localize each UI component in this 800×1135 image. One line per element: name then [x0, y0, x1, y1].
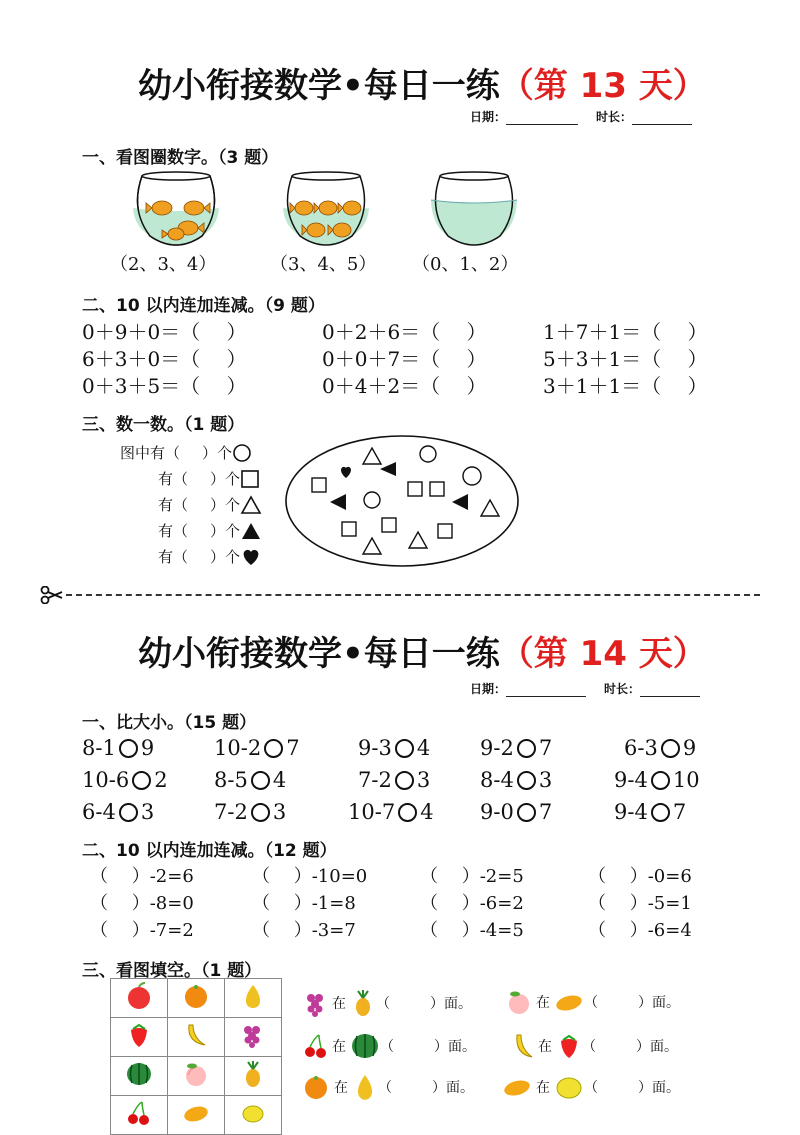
- compare-circle: [132, 771, 151, 790]
- compare-circle: [395, 739, 414, 758]
- bowl-options-3[interactable]: （0、1、2）: [412, 254, 519, 275]
- banana-icon: [510, 1032, 534, 1060]
- compare-item[interactable]: 10-2 7: [214, 736, 300, 760]
- title-day: （第 13 天）: [499, 66, 707, 106]
- date-duration-row: [470, 108, 692, 125]
- compare-circle: [398, 803, 417, 822]
- compare-circle: [517, 803, 536, 822]
- fruit-grid: [110, 978, 282, 1135]
- strawberry-icon: [556, 1032, 582, 1060]
- page-title-day14: [138, 626, 707, 675]
- position-question[interactable]: 在 （ ）面。: [302, 988, 472, 1018]
- fill-item[interactable]: （ ）-6=2: [420, 893, 524, 914]
- compare-circle: [395, 771, 414, 790]
- orange-icon: [181, 981, 211, 1011]
- compare-item[interactable]: 9-2 7: [480, 736, 553, 760]
- pear-icon: [238, 981, 268, 1011]
- circle-icon: [232, 443, 252, 463]
- section-heading: 二、10 以内连加连减。（9 题）: [82, 296, 325, 316]
- count-row-black-triangle[interactable]: 有（ ）个: [158, 520, 262, 541]
- count-row-circle[interactable]: 图中有（ ）个: [120, 442, 252, 463]
- equation[interactable]: 1＋7＋1＝（ ）: [543, 320, 708, 344]
- compare-item[interactable]: 10-6 2: [82, 768, 168, 792]
- position-question[interactable]: 在 （ ）面。: [302, 1072, 474, 1102]
- title-main: 幼小衔接数学•每日一练: [138, 66, 500, 106]
- triangle-filled-icon: [240, 521, 262, 541]
- fill-item[interactable]: （ ）-7=2: [90, 920, 194, 941]
- mango-icon: [502, 1074, 532, 1100]
- position-question[interactable]: 在 （ ）面。: [302, 1032, 476, 1060]
- fish-bowls: [120, 168, 540, 250]
- fill-item[interactable]: （ ）-5=1: [588, 893, 692, 914]
- fill-item[interactable]: （ ）-10=0: [252, 866, 368, 887]
- title-day: （第 14 天）: [499, 634, 707, 674]
- compare-circle: [517, 739, 536, 758]
- shape-oval: [282, 432, 522, 570]
- scissors-icon: [40, 586, 64, 604]
- section-heading: 一、看图圈数字。（3 题）: [82, 148, 279, 168]
- date-label: 日期：: [470, 110, 507, 124]
- date-label: 日期：: [470, 682, 507, 696]
- fill-item[interactable]: （ ）-0=6: [588, 866, 692, 887]
- date-field[interactable]: [506, 684, 586, 697]
- watermelon-icon: [350, 1032, 380, 1060]
- count-row-triangle[interactable]: 有（ ）个: [158, 494, 262, 515]
- page-title-day13: [138, 58, 707, 107]
- compare-item[interactable]: 7-2 3: [214, 800, 287, 824]
- peach-icon: [181, 1059, 211, 1089]
- compare-item[interactable]: 6-4 3: [82, 800, 155, 824]
- pear-icon: [352, 1072, 378, 1102]
- mango-icon: [554, 989, 584, 1015]
- fishbowl-icon: [431, 172, 517, 245]
- banana-icon: [181, 1020, 211, 1050]
- pineapple-icon: [238, 1059, 268, 1089]
- bowl-options-2[interactable]: （3、4、5）: [270, 254, 377, 275]
- compare-item[interactable]: 7-2 3: [358, 768, 431, 792]
- count-row-heart[interactable]: 有（ ）个: [158, 546, 262, 567]
- compare-item[interactable]: 9-3 4: [358, 736, 431, 760]
- date-field[interactable]: [506, 112, 578, 125]
- equation[interactable]: 6＋3＋0＝（ ）: [82, 347, 247, 371]
- fill-item[interactable]: （ ）-1=8: [252, 893, 356, 914]
- equation[interactable]: 0＋0＋7＝（ ）: [322, 347, 487, 371]
- apple-icon: [124, 981, 154, 1011]
- duration-label: 时长：: [596, 110, 633, 124]
- heart-icon: [240, 547, 262, 567]
- orange-icon: [302, 1073, 330, 1101]
- compare-item[interactable]: 6-3 9: [624, 736, 697, 760]
- duration-label: 时长：: [604, 682, 641, 696]
- compare-circle: [264, 739, 283, 758]
- compare-circle: [119, 739, 138, 758]
- duration-field[interactable]: [640, 684, 700, 697]
- section-heading: 三、数一数。（1 题）: [82, 415, 245, 435]
- cherry-icon: [124, 1098, 154, 1128]
- equation[interactable]: 3＋1＋1＝（ ）: [543, 374, 708, 398]
- lemon-icon: [238, 1098, 268, 1128]
- compare-item[interactable]: 9-4 10: [614, 768, 700, 792]
- cut-line: [66, 594, 760, 596]
- square-icon: [240, 469, 260, 489]
- watermelon-icon: [124, 1059, 154, 1089]
- compare-circle: [651, 803, 670, 822]
- mango-icon: [181, 1098, 211, 1128]
- compare-item[interactable]: 8-1 9: [82, 736, 155, 760]
- equation[interactable]: 0＋3＋5＝（ ）: [82, 374, 247, 398]
- peach-icon: [506, 988, 532, 1016]
- position-question[interactable]: 在 （ ）面。: [506, 988, 680, 1016]
- compare-item[interactable]: 10-7 4: [348, 800, 434, 824]
- count-row-square[interactable]: 有（ ）个: [158, 468, 260, 489]
- position-question[interactable]: 在 （ ）面。: [502, 1072, 680, 1102]
- grapes-icon: [238, 1020, 268, 1050]
- fill-item[interactable]: （ ）-4=5: [420, 920, 524, 941]
- position-question[interactable]: 在 （ ）面。: [510, 1032, 678, 1060]
- fill-item[interactable]: （ ）-6=4: [588, 920, 692, 941]
- section-heading: 二、10 以内连加连减。（12 题）: [82, 841, 337, 861]
- equation[interactable]: 0＋9＋0＝（ ）: [82, 320, 247, 344]
- compare-circle: [119, 803, 138, 822]
- compare-circle: [661, 739, 680, 758]
- equation[interactable]: 5＋3＋1＝（ ）: [543, 347, 708, 371]
- strawberry-icon: [124, 1020, 154, 1050]
- equation[interactable]: 0＋2＋6＝（ ）: [322, 320, 487, 344]
- compare-circle: [651, 771, 670, 790]
- section-heading: 一、比大小。（15 题）: [82, 713, 257, 733]
- grapes-icon: [302, 989, 328, 1017]
- fill-item[interactable]: （ ）-2=6: [90, 866, 194, 887]
- fill-item[interactable]: （ ）-2=5: [420, 866, 524, 887]
- compare-item[interactable]: 8-5 4: [214, 768, 287, 792]
- fill-item[interactable]: （ ）-3=7: [252, 920, 356, 941]
- date-duration-row: [470, 680, 700, 697]
- equation[interactable]: 0＋4＋2＝（ ）: [322, 374, 487, 398]
- compare-item[interactable]: 9-0 7: [480, 800, 553, 824]
- compare-circle: [251, 771, 270, 790]
- triangle-outline-icon: [240, 495, 262, 515]
- cherry-icon: [302, 1032, 328, 1060]
- compare-item[interactable]: 9-4 7: [614, 800, 687, 824]
- fill-item[interactable]: （ ）-8=0: [90, 893, 194, 914]
- title-main: 幼小衔接数学•每日一练: [138, 634, 500, 674]
- duration-field[interactable]: [632, 112, 692, 125]
- compare-circle: [251, 803, 270, 822]
- compare-item[interactable]: 8-4 3: [480, 768, 553, 792]
- pineapple-icon: [350, 988, 376, 1018]
- bowl-options-1[interactable]: （2、3、4）: [110, 254, 217, 275]
- section-heading: 三、看图填空。（1 题）: [82, 961, 262, 981]
- compare-circle: [517, 771, 536, 790]
- lemon-icon: [554, 1072, 584, 1102]
